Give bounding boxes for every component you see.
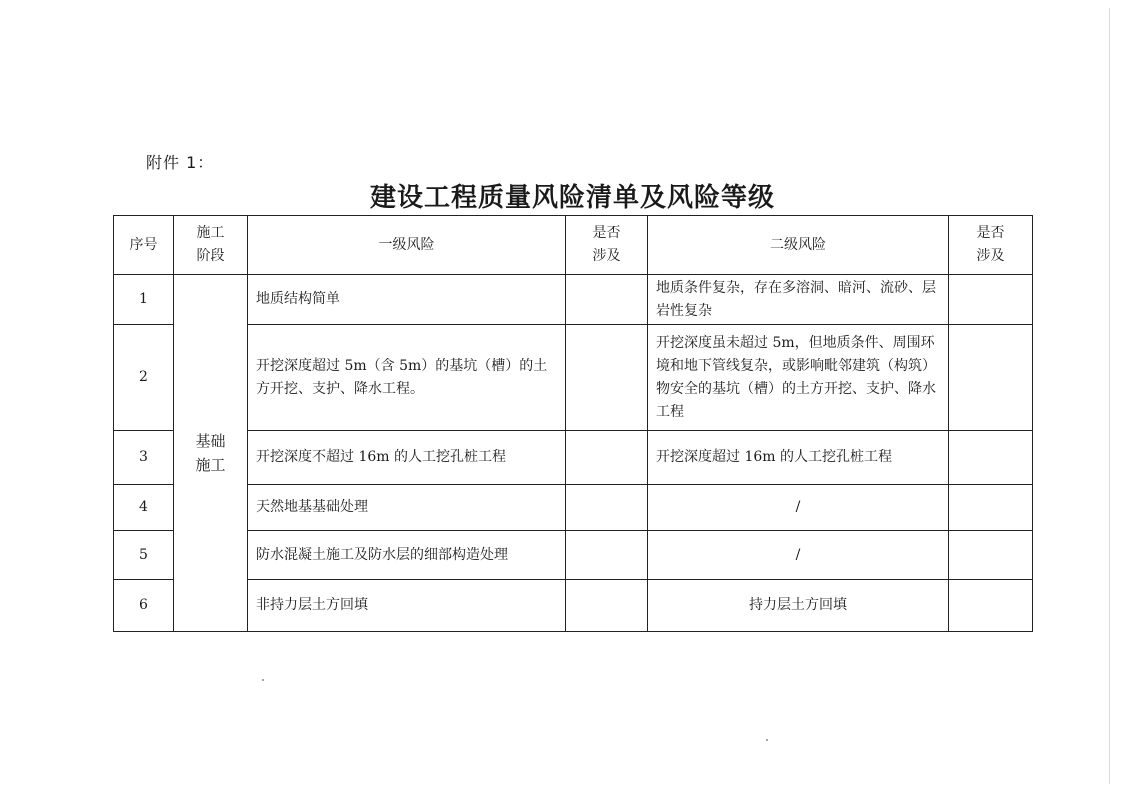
header-level2-risk: 二级风险 — [648, 216, 949, 275]
row-seq: 1 — [114, 275, 174, 325]
row-seq: 6 — [114, 580, 174, 632]
page-edge-line — [1109, 8, 1110, 784]
table-header-row — [114, 216, 1033, 275]
level2-risk-cell: 持力层土方回填 — [648, 580, 949, 632]
level1-risk-cell: 开挖深度超过 5m（含 5m）的基坑（槽）的土方开挖、支护、降水工程。 — [248, 325, 566, 431]
involved2-cell[interactable] — [949, 431, 1033, 485]
involved1-cell[interactable] — [566, 325, 648, 431]
table-row — [114, 275, 1033, 325]
header-involved-1: 是否涉及 — [566, 216, 648, 275]
row-seq: 3 — [114, 431, 174, 485]
table-row — [114, 531, 1033, 580]
level1-risk-cell: 开挖深度不超过 16m 的人工挖孔桩工程 — [248, 431, 566, 485]
table-row — [114, 431, 1033, 485]
header-stage: 施工阶段 — [174, 216, 248, 275]
level1-risk-cell: 天然地基基础处理 — [248, 485, 566, 531]
table-row — [114, 485, 1033, 531]
risk-table — [113, 215, 1033, 632]
involved1-cell[interactable] — [566, 431, 648, 485]
level2-risk-cell: 开挖深度超过 16m 的人工挖孔桩工程 — [648, 431, 949, 485]
level2-risk-cell: / — [648, 485, 949, 531]
involved2-cell[interactable] — [949, 580, 1033, 632]
level2-risk-cell: 地质条件复杂，存在多溶洞、暗河、流砂、层岩性复杂 — [648, 275, 949, 325]
scan-speck — [766, 739, 768, 741]
table-row — [114, 580, 1033, 632]
involved2-cell[interactable] — [949, 275, 1033, 325]
table-row — [114, 325, 1033, 431]
involved1-cell[interactable] — [566, 485, 648, 531]
row-seq: 5 — [114, 531, 174, 580]
level2-risk-cell: 开挖深度虽未超过 5m，但地质条件、周围环境和地下管线复杂，或影响毗邻建筑（构筑）物安全的基坑（槽）的土方开挖、支护、降水工程 — [648, 325, 949, 431]
involved2-cell[interactable] — [949, 325, 1033, 431]
involved1-cell[interactable] — [566, 531, 648, 580]
level1-risk-cell: 防水混凝土施工及防水层的细部构造处理 — [248, 531, 566, 580]
header-level1-risk: 一级风险 — [248, 216, 566, 275]
involved1-cell[interactable] — [566, 275, 648, 325]
row-seq: 2 — [114, 325, 174, 431]
header-involved-2: 是否涉及 — [949, 216, 1033, 275]
involved2-cell[interactable] — [949, 485, 1033, 531]
attachment-label: 附件 1： — [146, 153, 215, 172]
level2-risk-cell: / — [648, 531, 949, 580]
row-seq: 4 — [114, 485, 174, 531]
document-title: 建设工程质量风险清单及风险等级 — [369, 183, 775, 213]
level1-risk-cell: 非持力层土方回填 — [248, 580, 566, 632]
stage-cell: 基础施工 — [174, 275, 248, 632]
scan-speck — [262, 679, 264, 681]
involved1-cell[interactable] — [566, 580, 648, 632]
involved2-cell[interactable] — [949, 531, 1033, 580]
level1-risk-cell: 地质结构简单 — [248, 275, 566, 325]
header-seq: 序号 — [114, 216, 174, 275]
